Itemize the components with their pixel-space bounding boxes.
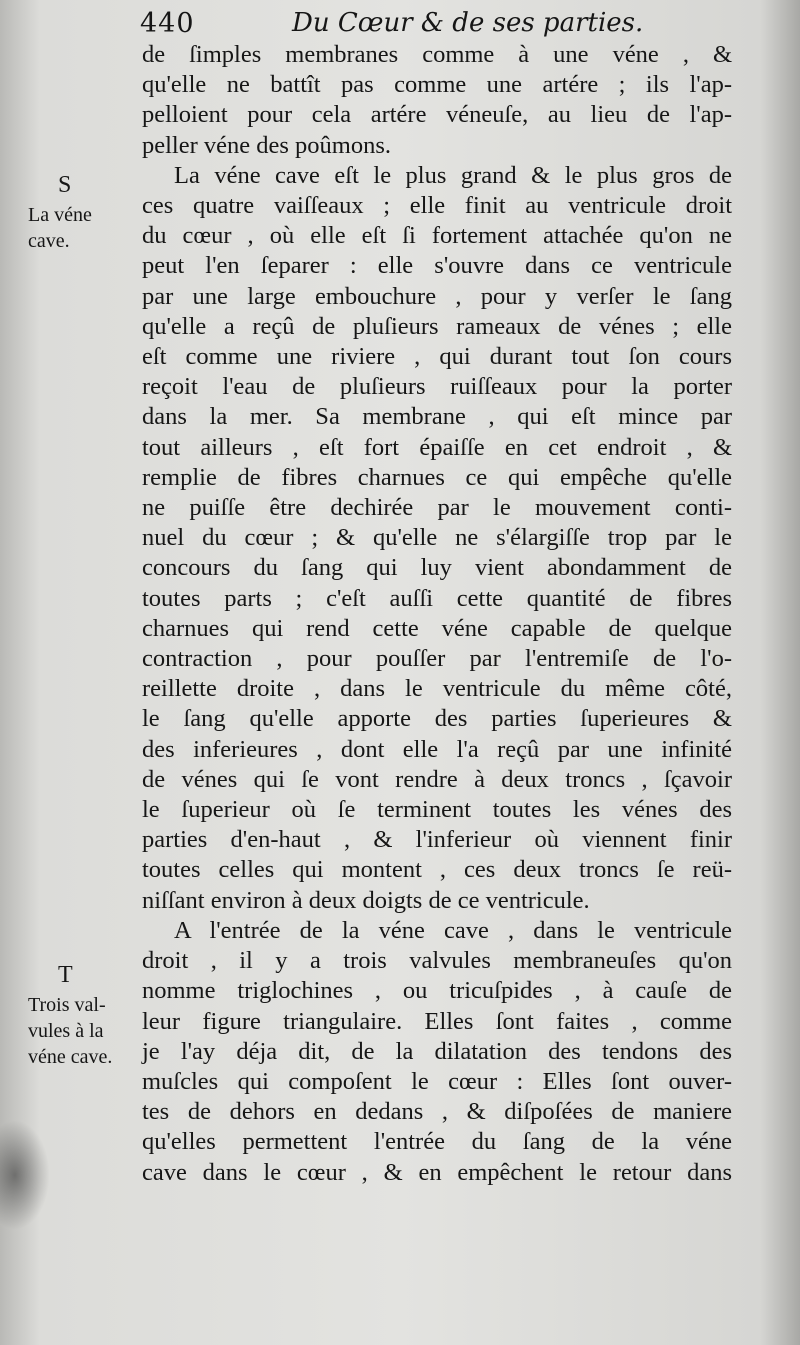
- text-line: droit , il y a trois valvules membraneuſes qu'on: [142, 947, 732, 975]
- text-line: des inferieures , dont elle l'a reçû par une infinité: [142, 735, 732, 763]
- text-line: par une large embouchure , pour y verſer le ſang: [142, 282, 732, 310]
- text-line: contraction , pour pouſſer par l'entremiſe de l'o-: [142, 645, 732, 673]
- text-line: muſcles qui compoſent le cœur : Elles ſont ouver-: [142, 1067, 732, 1095]
- text-line: concours du ſang qui luy vient abondamment de: [142, 554, 732, 582]
- text-line: toutes parts ; c'eſt auſſi cette quantité de fibres: [142, 584, 732, 612]
- text-line: ne puiſſe être dechirée par le mouvement conti-: [142, 494, 732, 522]
- text-line: le ſang qu'elle apporte des parties ſuperieures &: [142, 705, 732, 733]
- text-line: qu'elle ne battît pas comme une artére ; ils l'ap-: [142, 71, 732, 99]
- text-line: La véne cave eſt le plus grand & le plus gros de: [174, 161, 732, 189]
- text-line: A l'entrée de la véne cave , dans le ventricule: [174, 916, 732, 944]
- page-number: 440: [140, 8, 195, 39]
- text-line: niſſant environ à deux doigts de ce ventricule.: [142, 886, 590, 914]
- text-line: cave dans le cœur , & en empêchent le retour dans: [142, 1158, 732, 1186]
- margin-note-s: [16, 172, 136, 254]
- text-line: remplie de fibres charnues ce qui empêche qu'elle: [142, 463, 732, 491]
- text-line: charnues qui rend cette véne capable de quelque: [142, 614, 732, 642]
- text-line: le ſuperieur où ſe terminent toutes les vénes des: [142, 796, 732, 824]
- body-text: [142, 40, 732, 1188]
- margin-marker: T: [58, 962, 73, 988]
- text-line: tes de dehors en dedans , & diſpoſées de maniere: [142, 1098, 732, 1126]
- margin-note-t: [16, 962, 136, 1070]
- page-shadow: [0, 1120, 50, 1230]
- text-line: nuel du cœur ; & qu'elle ne s'élargiſſe trop par le: [142, 524, 732, 552]
- text-line: reçoit l'eau de pluſieurs ruiſſeaux pour la porter: [142, 373, 732, 401]
- text-line: je l'ay déja dit, de la dilatation des tendons des: [142, 1037, 732, 1065]
- text-line: toutes celles qui montent , ces deux troncs ſe reü-: [142, 856, 732, 884]
- text-line: nomme triglochines , ou tricuſpides , à cauſe de: [142, 977, 732, 1005]
- text-line: pelloient pour cela artére véneuſe, au lieu de l'ap-: [142, 101, 732, 129]
- text-line: leur figure triangulaire. Elles ſont faites , comme: [142, 1007, 732, 1035]
- text-line: qu'elles permettent l'entrée du ſang de la véne: [142, 1128, 732, 1156]
- running-head: Du Cœur & de ses parties.: [292, 8, 644, 38]
- text-line: qu'elle a reçû de pluſieurs rameaux de vénes ; elle: [142, 312, 732, 340]
- margin-note-text: La véne cave.: [28, 204, 92, 252]
- text-line: du cœur , où elle eſt ſi fortement attachée qu'on ne: [142, 222, 732, 250]
- text-line: dans la mer. Sa membrane , qui eſt mince par: [142, 403, 732, 431]
- text-line: ces quatre vaiſſeaux ; elle finit au ventricule droit: [142, 192, 732, 220]
- text-line: tout ailleurs , eſt fort épaiſſe en cet endroit , &: [142, 433, 732, 461]
- text-line: peller véne des poûmons.: [142, 131, 392, 159]
- margin-marker: S: [58, 172, 72, 198]
- margin-note-text: Trois val- vules à la véne cave.: [28, 994, 113, 1068]
- text-line: peut l'en ſeparer : elle s'ouvre dans ce ventricule: [142, 252, 732, 280]
- text-line: de ſimples membranes comme à une véne , &: [142, 41, 732, 68]
- text-line: parties d'en-haut , & l'inferieur où viennent finir: [142, 826, 732, 854]
- text-line: de vénes qui ſe vont rendre à deux troncs , ſçavoir: [142, 765, 732, 793]
- text-line: reillette droite , dans le ventricule du même côté,: [142, 675, 732, 703]
- text-line: eſt comme une riviere , qui durant tout ſon cours: [142, 343, 732, 371]
